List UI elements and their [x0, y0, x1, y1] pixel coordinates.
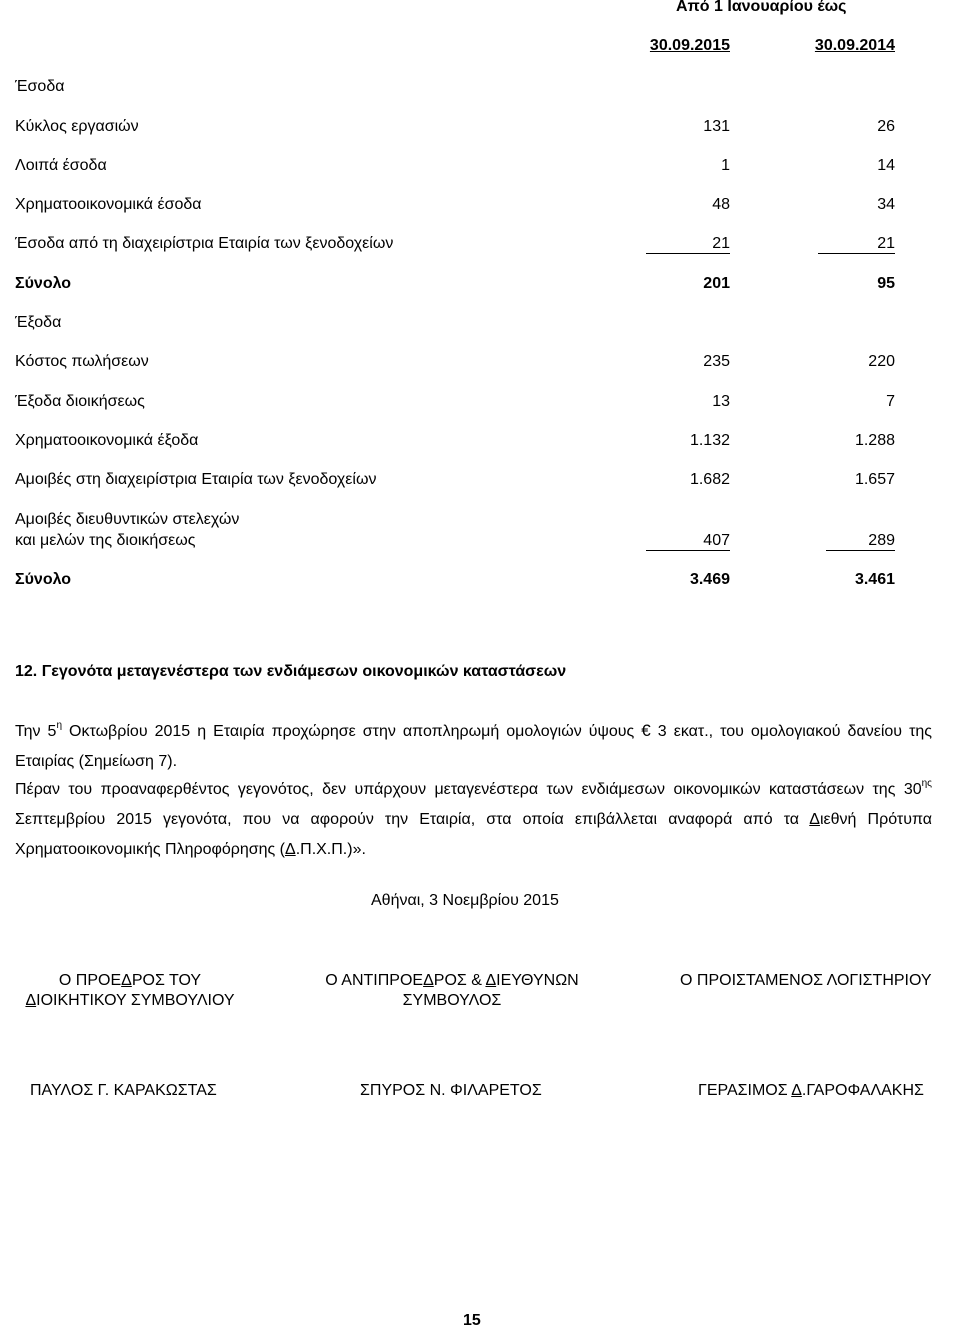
expenses-row-value-2014: 220	[868, 353, 895, 370]
income-row-value-2015: 131	[703, 118, 730, 135]
expenses-row-value-2014: 289	[826, 532, 895, 551]
income-row-value-2015: 21	[646, 235, 730, 254]
income-total-2014: 95	[877, 275, 895, 292]
paragraph-subsequent-event: Την $5^\eta$ Οκτωβρίου 2015 η Εταιρία προχώρησε στην αποπληρωμή ομολογιών ύψους € 3 εκατ., του ομολογιακού δανείου της Εταιρίας (Σημείωση 7).	[15, 719, 933, 770]
expenses-row-label: Αμοιβές διευθυντικών στελεχών	[15, 511, 240, 528]
signatory-title-chairman-line2: ΔΙΟΙΚΗΤΙΚΟΥ ΣΥΜΒΟΥΛΙΟΥ	[25, 992, 235, 1009]
expenses-row-label: Κόστος πωλήσεων	[15, 353, 149, 370]
signatory-title-chairman: Ο ΠΡΟΕΔΡΟΣ ΤΟΥ	[58, 972, 202, 989]
page-number: 15	[463, 1312, 481, 1329]
expenses-row-value-2015: 1.682	[689, 471, 730, 488]
income-row-label: Έσοδα από τη διαχειρίστρια Εταιρία των ξενοδοχείων	[15, 235, 394, 252]
expenses-row-label: Αμοιβές στη διαχειρίστρια Εταιρία των ξενοδοχείων	[15, 471, 377, 488]
income-row-value-2014: 21	[818, 235, 895, 254]
expenses-row-value-2014: 7	[886, 393, 895, 410]
expenses-row-value-2015: 235	[703, 353, 730, 370]
signatory-name-vice-chairman: ΣΠΥΡΟΣ Ν. ΦΙΛΑΡΕΤΟΣ	[360, 1082, 542, 1099]
expenses-row-value-2015: 407	[646, 532, 730, 551]
income-title: Έσοδα	[15, 78, 65, 95]
expenses-row-label: και μελών της διοικήσεως	[15, 532, 196, 549]
income-row-value-2014: 14	[877, 157, 895, 174]
expenses-total-2015: 3.469	[689, 571, 730, 588]
expenses-row-value-2014: 1.657	[854, 471, 895, 488]
income-row-label: Κύκλος εργασιών	[15, 118, 139, 135]
period-header: Από 1 Ιανουαρίου έως	[676, 0, 847, 15]
expenses-row-value-2015: 1.132	[689, 432, 730, 449]
place-date: Αθήναι, 3 Νοεμβρίου 2015	[371, 892, 559, 909]
income-row-label: Λοιπά έσοδα	[15, 157, 107, 174]
expenses-total-label: Σύνολο	[15, 571, 72, 588]
expenses-row-value-2015: 13	[712, 393, 730, 410]
expenses-total-2014: 3.461	[854, 571, 895, 588]
column-header-2014: 30.09.2014	[814, 37, 895, 54]
signatory-title-accounting-head: Ο ΠΡΟΙΣΤΑΜΕΝΟΣ ΛΟΓΙΣΤΗΡΙΟΥ	[680, 972, 932, 989]
expenses-row-label: Έξοδα διοικήσεως	[15, 393, 145, 410]
income-total-label: Σύνολο	[15, 275, 72, 292]
income-row-value-2014: 34	[877, 196, 895, 213]
income-row-label: Χρηματοοικονομικά έσοδα	[15, 196, 202, 213]
signatory-title-vice-chairman: Ο ΑΝΤΙΠΡΟΕΔΡΟΣ & ΔΙΕΥΘΥΝΩΝ	[325, 972, 579, 989]
section-heading: 12. Γεγονότα μεταγενέστερα των ενδιάμεσων οικονομικών καταστάσεων	[15, 663, 567, 680]
column-header-2015: 30.09.2015	[649, 37, 730, 54]
signatory-name-accounting-head: ΓΕΡΑΣΙΜΟΣ Δ.ΓΑΡΟΦΑΛΑΚΗΣ	[698, 1082, 924, 1099]
expenses-row-label: Χρηματοοικονομικά έξοδα	[15, 432, 199, 449]
income-total-2015: 201	[703, 275, 730, 292]
paragraph-no-other-events: Πέραν του προαναφερθέντος γεγονότος, δεν υπάρχουν μεταγενέστερα των ενδιάμεσων οικονομικών καταστάσεων της $30^{\eta\varsigma}$ Σεπτεμβρίου 2015 γεγονότα, που να αφορούν την Εταιρία, στα οποία επιβάλλεται αναφορά από τα Διεθνή Πρότυπα Χρηματοοικονομικής Πληροφόρησης (Δ.Π.Χ.Π.)».	[15, 777, 932, 858]
signatory-title-vice-chairman-line2: ΣΥΜΒΟΥΛΟΣ	[402, 992, 502, 1009]
expenses-title: Έξοδα	[15, 314, 62, 331]
signatory-name-chairman: ΠΑΥΛΟΣ Γ. ΚΑΡΑΚΩΣΤΑΣ	[30, 1082, 217, 1099]
income-row-value-2014: 26	[877, 118, 895, 135]
expenses-row-value-2014: 1.288	[854, 432, 895, 449]
income-row-value-2015: 48	[712, 196, 730, 213]
income-row-value-2015: 1	[721, 157, 730, 174]
